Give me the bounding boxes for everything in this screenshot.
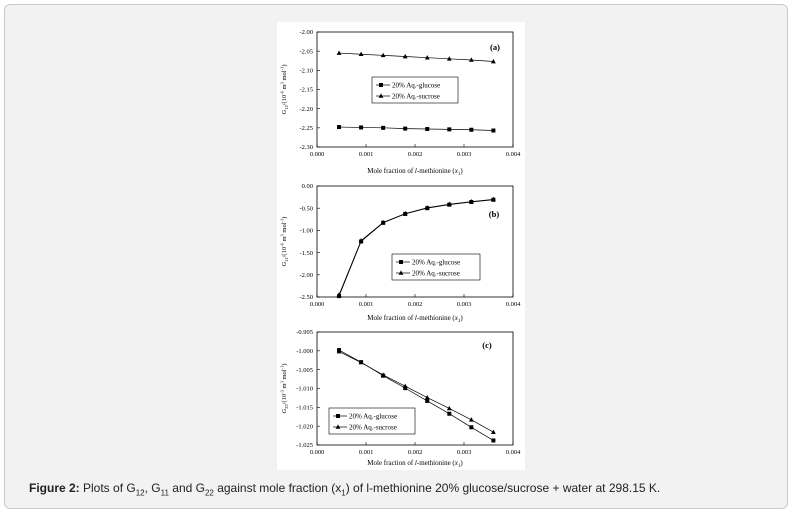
series-line xyxy=(339,200,493,296)
legend xyxy=(372,77,458,103)
x-tick-label: 0.001 xyxy=(358,151,374,158)
x-axis-label: Mole fraction of l-methionine $(x_1)$ xyxy=(367,459,463,469)
figure-caption xyxy=(29,481,660,497)
y-tick-label: -0.995 xyxy=(296,329,313,337)
caption-text-part: 11 xyxy=(160,488,169,498)
panel-label: (b) xyxy=(488,209,500,219)
data-point-square xyxy=(381,126,385,130)
data-point-square xyxy=(337,125,341,129)
x-tick-label: 0.001 xyxy=(358,449,374,456)
legend-label: 20% Aq.-sucrose xyxy=(392,92,440,101)
legend xyxy=(329,408,415,434)
y-tick-label: -2.25 xyxy=(299,125,313,133)
series-glucose xyxy=(337,125,495,132)
data-point-triangle xyxy=(337,50,342,54)
x-axis-label: Mole fraction of l-methionine $(x_1)$ xyxy=(367,167,463,177)
y-tick-label: -2.30 xyxy=(299,144,313,152)
chart-panel-1 xyxy=(280,29,522,177)
data-point-square xyxy=(469,128,473,132)
y-tick-label: -2.00 xyxy=(299,272,313,279)
caption-text-part: ) of l-methionine 20% glucose/sucrose + water at 298.15 K. xyxy=(345,481,661,495)
x-tick-label: 0.000 xyxy=(309,449,325,456)
y-tick-label: -2.50 xyxy=(299,294,313,302)
y-tick-label: -1.005 xyxy=(296,366,313,374)
series-glucose xyxy=(337,198,495,298)
x-tick-label: 0.002 xyxy=(407,449,423,456)
y-tick-label: -1.000 xyxy=(296,348,313,356)
panel-label: (c) xyxy=(482,340,492,350)
y-axis-label: $G_{12}/(10^{-6}$ $m^3$ mol$^{-1}$) xyxy=(279,64,289,115)
legend xyxy=(392,254,480,280)
x-tick-label: 0.003 xyxy=(456,151,472,158)
y-tick-label: -2.10 xyxy=(299,67,313,75)
data-point-square xyxy=(447,127,451,131)
data-point-square xyxy=(403,127,407,131)
y-tick-label: -2.00 xyxy=(299,29,313,37)
y-tick-label: -1.010 xyxy=(296,385,313,393)
chart-panel-2 xyxy=(280,183,522,324)
data-point-square xyxy=(379,83,383,87)
data-point-square xyxy=(425,399,429,403)
figure-frame xyxy=(4,4,788,509)
y-tick-label: -1.50 xyxy=(299,249,313,257)
x-tick-label: 0.004 xyxy=(505,151,521,158)
caption-text-part: 12 xyxy=(135,488,145,498)
caption-text-part: 22 xyxy=(204,488,214,498)
data-point-triangle xyxy=(425,395,430,399)
series-sucrose xyxy=(337,197,496,297)
y-tick-label: -0.50 xyxy=(299,205,313,213)
legend-label: 20% Aq.-glucose xyxy=(349,412,398,421)
data-point-square xyxy=(447,412,451,416)
x-tick-label: 0.002 xyxy=(407,301,423,308)
data-point-square xyxy=(491,438,495,442)
y-tick-label: -1.025 xyxy=(296,442,313,450)
data-point-triangle xyxy=(403,384,408,388)
chart-panel-3 xyxy=(280,329,522,469)
y-tick-label: 0.00 xyxy=(301,183,313,191)
data-point-square xyxy=(491,129,495,133)
legend-label: 20% Aq.-sucrose xyxy=(349,423,397,432)
data-point-triangle xyxy=(491,430,496,434)
legend-label: 20% Aq.-glucose xyxy=(412,258,461,267)
caption-text-part: and G xyxy=(168,481,205,495)
data-point-square xyxy=(336,414,340,418)
data-point-square xyxy=(469,425,473,429)
y-tick-label: -2.15 xyxy=(299,86,313,94)
y-tick-label: -1.00 xyxy=(299,227,313,235)
series-line xyxy=(339,199,493,294)
x-tick-label: 0.004 xyxy=(505,449,521,456)
caption-text-part: 1 xyxy=(341,488,346,498)
legend-label: 20% Aq.-glucose xyxy=(392,81,441,90)
data-point-triangle xyxy=(469,417,474,421)
panel-label: (a) xyxy=(490,42,500,52)
x-tick-label: 0.000 xyxy=(309,301,325,308)
figure-image-area xyxy=(277,22,525,470)
y-tick-label: -2.20 xyxy=(299,105,313,113)
caption-text-part: , G xyxy=(144,481,161,495)
caption-text-part: Plots of G xyxy=(79,481,136,495)
y-tick-label: -1.015 xyxy=(296,404,313,412)
caption-text-part: against mole fraction (x xyxy=(213,481,342,495)
chart-figure xyxy=(277,22,525,470)
x-axis-label: Mole fraction of l-methionine $(x_1)$ xyxy=(367,314,463,324)
y-tick-label: -2.05 xyxy=(299,48,313,56)
x-tick-label: 0.003 xyxy=(456,301,472,308)
data-point-square xyxy=(425,127,429,131)
data-point-square xyxy=(359,125,363,129)
series-sucrose xyxy=(337,50,496,63)
legend-label: 20% Aq.-sucrose xyxy=(412,269,460,278)
x-tick-label: 0.002 xyxy=(407,151,423,158)
y-axis-label: $G_{22}/(10^{-3}$ $m^3$ mol$^{-1}$) xyxy=(279,363,289,414)
x-tick-label: 0.000 xyxy=(309,151,325,158)
y-axis-label: $G_{11}/(10^{-6}$ $m^3$ mol$^{-1}$) xyxy=(279,216,289,267)
y-tick-label: -1.020 xyxy=(296,423,313,431)
x-tick-label: 0.003 xyxy=(456,449,472,456)
data-point-triangle xyxy=(447,406,452,410)
caption-label: Figure 2: xyxy=(29,481,80,495)
plot-area-frame xyxy=(317,186,513,297)
x-tick-label: 0.001 xyxy=(358,301,374,308)
data-point-square xyxy=(399,260,403,264)
x-tick-label: 0.004 xyxy=(505,301,521,308)
